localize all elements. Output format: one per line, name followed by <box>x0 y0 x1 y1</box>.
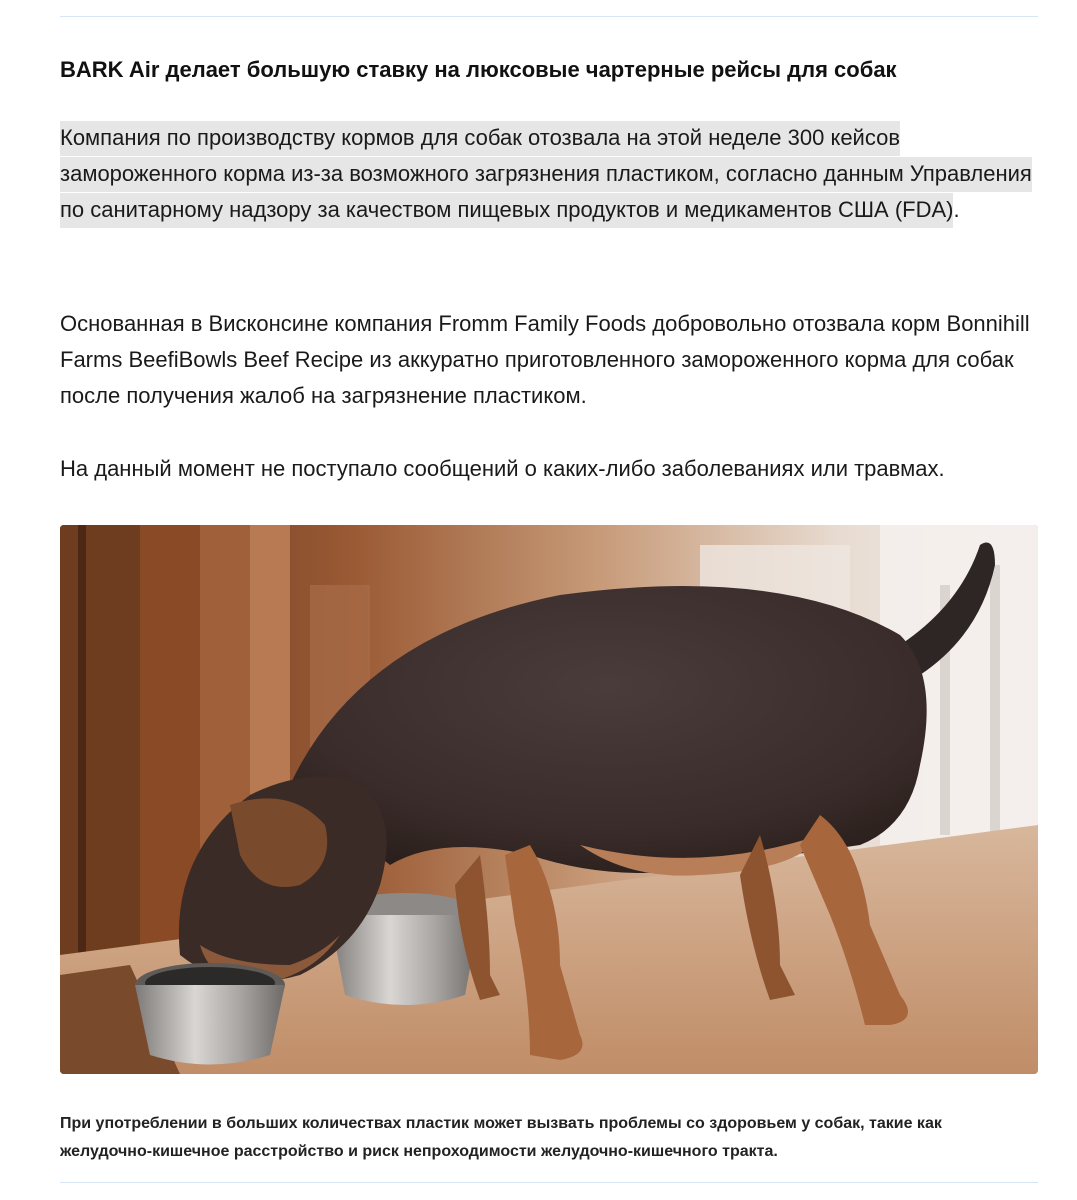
top-divider <box>60 16 1038 17</box>
paragraph-end: . <box>953 197 960 222</box>
article-body <box>60 0 1038 1200</box>
highlighted-text: Компания по производству кормов для собак отозвала на этой неделе 300 кейсов замороженного корма из-за возможного загрязнения пластиком, согласно данным Управления по санитарному надзору за качеством пищевых продуктов и медикаментов США (FDA) <box>60 121 1032 228</box>
photo-illustration <box>60 525 1038 1074</box>
puppy-eating-photo <box>60 525 1038 1074</box>
bottom-divider <box>60 1182 1038 1183</box>
paragraph-recall-intro <box>60 120 1038 228</box>
paragraph-no-reports: На данный момент не поступало сообщений о каких-либо заболеваниях или травмах. <box>60 456 945 481</box>
related-article-link[interactable]: BARK Air делает большую ставку на люксовые чартерные рейсы для собак <box>60 57 897 82</box>
photo-caption: При употреблении в больших количествах пластик может вызвать проблемы со здоровьем у собак, такие как желудочно-кишечное расстройство и риск непроходимости желудочно-кишечного тракта. <box>60 1115 942 1160</box>
paragraph-company: Основанная в Висконсине компания Fromm Family Foods добровольно отозвала корм Bonnihill Farms BeefiBowls Beef Recipe из аккуратно приготовленного замороженного корма для собак после получения жалоб на загрязнение пластиком. <box>60 311 1030 408</box>
